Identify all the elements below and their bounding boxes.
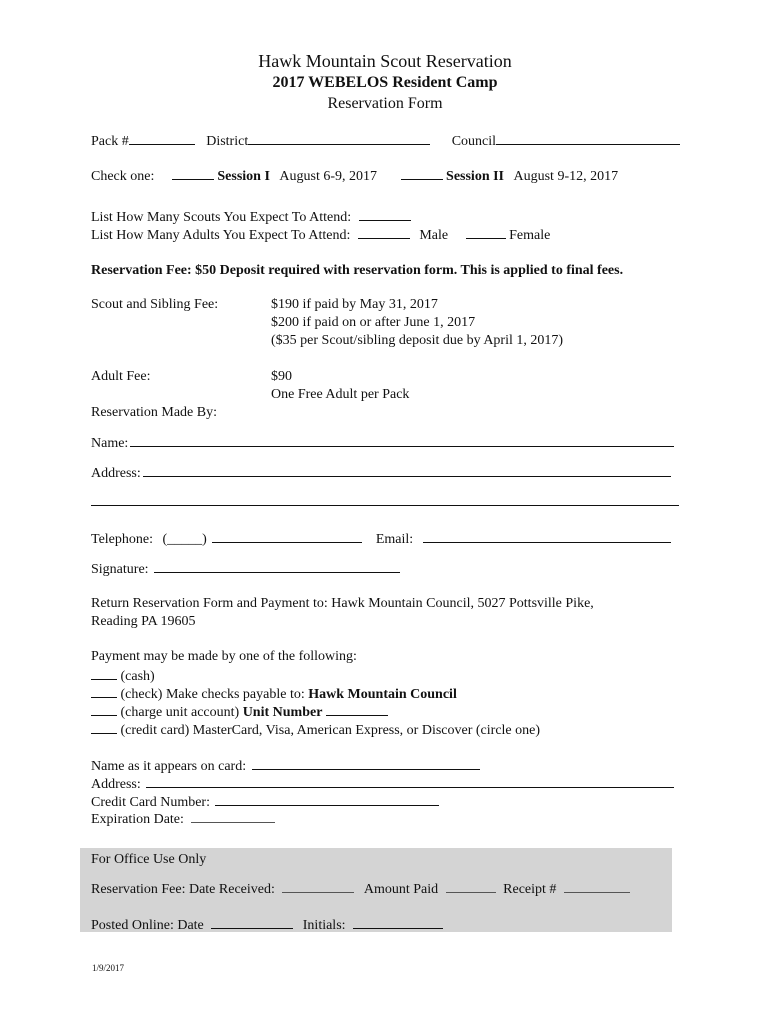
form-title: Hawk Mountain Scout Reservation [258,51,512,71]
name-line [91,433,674,452]
unit-number-label: Unit Number [242,705,323,720]
signature-line [91,559,400,578]
session1-checkbox[interactable] [172,166,214,180]
reservation-made-by-label: Reservation Made By: [91,405,217,420]
adult-female-field[interactable] [466,225,506,239]
address-label: Address: [91,466,141,481]
session2-label: Session II [446,169,504,184]
name-field[interactable] [130,433,674,447]
form-subtitle: 2017 WEBELOS Resident Camp [272,74,498,91]
address-line [91,463,671,482]
charge-label: (charge unit account) [120,705,240,720]
scout-fee-line3: ($35 per Scout/sibling deposit due by April 1, 2017) [271,333,564,348]
card-number-line [91,792,439,811]
office-date-received-label: Reservation Fee: Date Received: [91,882,275,897]
session2-dates: August 9-12, 2017 [513,169,619,184]
form-name: Reservation Form [327,95,443,112]
session1-label: Session I [217,169,270,184]
email-field[interactable] [423,529,671,543]
office-amount-label: Amount Paid [363,882,439,897]
payment-cash-option [91,666,155,685]
telephone-area-code[interactable]: (_____) [162,532,207,547]
footer-date: 1/9/2017 [92,963,125,973]
office-receipt-field[interactable] [564,880,630,893]
office-use-heading: For Office Use Only [91,852,207,867]
payment-charge-option [91,702,388,721]
adult-fee-line2: One Free Adult per Pack [271,387,410,402]
session2-checkbox[interactable] [401,166,443,180]
office-amount-field[interactable] [446,880,496,893]
card-name-label: Name as it appears on card: [91,759,247,774]
card-address-line [91,774,674,793]
adult-fee-line1: $90 [271,369,292,384]
session1-dates: August 6-9, 2017 [279,169,378,184]
address-field[interactable] [143,463,671,477]
scout-fee-line2: $200 if paid on or after June 1, 2017 [271,315,476,330]
card-number-field[interactable] [215,792,439,806]
payment-check-option [91,684,457,703]
adult-male-field[interactable] [358,225,410,239]
office-posted-label: Posted Online: Date [91,918,204,933]
check-payee: Hawk Mountain Council [308,687,457,702]
office-fee-line [91,880,630,898]
session-line [91,166,618,185]
council-field[interactable] [496,131,680,145]
scout-fee-line1: $190 if paid by May 31, 2017 [271,297,438,312]
telephone-email-line [91,529,671,548]
return-info-line1: Return Reservation Form and Payment to: Hawk Mountain Council, 5027 Pottsville Pike, [91,596,594,611]
credit-label: (credit card) MasterCard, Visa, American Express, or Discover (circle one) [120,723,541,738]
email-label: Email: [375,532,414,547]
card-expiration-label: Expiration Date: [91,812,184,827]
return-info-line2: Reading PA 19605 [91,614,196,629]
card-number-label: Credit Card Number: [91,795,210,810]
card-name-line [91,756,480,775]
card-expiration-line [91,810,275,828]
scouts-attend-label: List How Many Scouts You Expect To Attend: [91,210,352,225]
card-address-label: Address: [91,777,141,792]
male-label: Male [419,228,449,243]
scouts-attend-line [91,207,411,226]
check-one-label: Check one: [91,169,155,184]
district-field[interactable] [248,131,430,145]
council-label: Council [451,134,497,149]
signature-label: Signature: [91,562,149,577]
pack-line [91,131,680,150]
payment-credit-option [91,720,540,739]
check-label: (check) Make checks payable to: [120,687,305,702]
credit-checkbox[interactable] [91,720,117,734]
scout-fee-label: Scout and Sibling Fee: [91,297,219,312]
unit-number-field[interactable] [326,702,388,716]
address-field-2[interactable] [91,492,679,506]
adults-attend-line [91,225,550,244]
card-name-field[interactable] [252,756,480,770]
office-date-received-field[interactable] [282,880,354,893]
district-label: District [206,134,249,149]
payment-intro: Payment may be made by one of the following: [91,649,357,664]
office-initials-field[interactable] [353,915,443,929]
cash-label: (cash) [120,669,155,684]
telephone-label: Telephone: [91,532,153,547]
signature-field[interactable] [154,559,400,573]
card-expiration-field[interactable] [191,810,275,823]
office-posted-date-field[interactable] [211,915,293,929]
pack-number-field[interactable] [129,131,195,145]
cash-checkbox[interactable] [91,666,117,680]
name-label: Name: [91,436,129,451]
scouts-count-field[interactable] [359,207,411,221]
card-address-field[interactable] [146,774,674,788]
office-initials-label: Initials: [302,918,346,933]
reservation-fee-note: Reservation Fee: $50 Deposit required with reservation form. This is applied to final fees. [91,263,624,278]
pack-label: Pack # [91,134,129,149]
office-receipt-label: Receipt # [503,882,557,897]
address-line-2 [91,492,679,511]
adult-fee-label: Adult Fee: [91,369,151,384]
telephone-field[interactable] [212,529,362,543]
office-posted-line [91,915,443,934]
charge-checkbox[interactable] [91,702,117,716]
female-label: Female [509,228,551,243]
check-checkbox[interactable] [91,684,117,698]
adults-attend-label: List How Many Adults You Expect To Attend: [91,228,351,243]
